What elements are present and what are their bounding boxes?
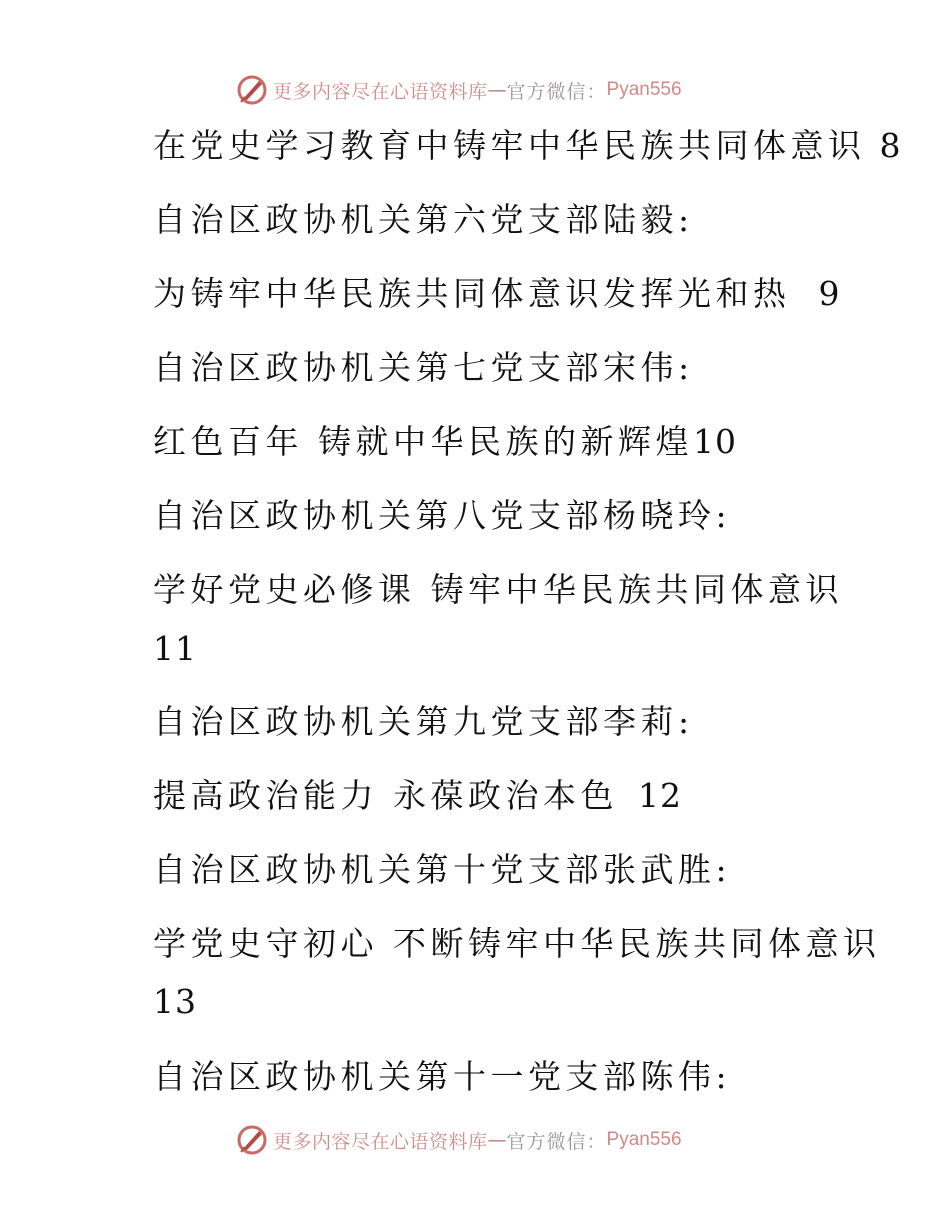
watermark-wechat-label: 官方微信： bbox=[506, 1130, 607, 1153]
toc-entry-page-wrapped bbox=[153, 627, 197, 671]
toc-author-label: 自治区政协机关第九党支部李莉: bbox=[153, 702, 694, 741]
footer-watermark bbox=[235, 1122, 682, 1158]
toc-entry-title: 学好党史必修课 铸牢中华民族共同体意识 bbox=[153, 570, 843, 609]
toc-author-label: 自治区政协机关第七党支部宋伟: bbox=[153, 348, 694, 387]
toc-entry bbox=[153, 774, 682, 818]
watermark-dash: — bbox=[487, 1129, 507, 1151]
watermark-text: 更多内容尽在心语资料库 bbox=[273, 1130, 488, 1153]
toc-entry bbox=[153, 922, 881, 966]
toc-author-label: 自治区政协机关第八党支部杨晓玲: bbox=[153, 496, 732, 535]
watermark-dash: — bbox=[487, 79, 507, 101]
toc-entry-page: 12 bbox=[638, 776, 682, 815]
toc-entry bbox=[153, 568, 843, 612]
quill-logo-icon bbox=[235, 73, 269, 107]
toc-author bbox=[153, 494, 731, 538]
toc-entry-title: 为铸牢中华民族共同体意识发挥光和热 bbox=[153, 274, 791, 313]
toc-entry-page: 9 bbox=[818, 274, 841, 313]
quill-logo-icon bbox=[235, 1123, 269, 1157]
toc-author-label: 自治区政协机关第六党支部陆毅: bbox=[153, 200, 694, 239]
toc-entry-title: 红色百年 铸就中华民族的新辉煌 bbox=[153, 422, 693, 461]
toc-entry-title: 学党史守初心 不断铸牢中华民族共同体意识 bbox=[153, 924, 881, 963]
toc-entry bbox=[153, 272, 841, 316]
toc-author bbox=[153, 198, 694, 242]
toc-author bbox=[153, 700, 694, 744]
toc-entry-page: 8 bbox=[879, 126, 902, 165]
watermark-wechat-label: 官方微信： bbox=[506, 80, 607, 103]
toc-author bbox=[153, 346, 694, 390]
toc-entry-title: 提高政治能力 永葆政治本色 bbox=[153, 776, 618, 815]
toc-entry bbox=[153, 420, 737, 464]
watermark-text: 更多内容尽在心语资料库 bbox=[273, 80, 488, 103]
toc-author-label: 自治区政协机关第十一党支部陈伟: bbox=[153, 1057, 732, 1096]
toc-author-label: 自治区政协机关第十党支部张武胜: bbox=[153, 850, 732, 889]
toc-entry-page-wrapped bbox=[153, 980, 197, 1024]
toc-entry-page: 11 bbox=[153, 629, 197, 668]
toc-entry-title: 在党史学习教育中铸牢中华民族共同体意识 bbox=[153, 126, 866, 165]
watermark-wechat-id: Pyan556 bbox=[606, 79, 682, 100]
toc-entry bbox=[153, 124, 902, 168]
watermark-wechat-id: Pyan556 bbox=[606, 1129, 682, 1150]
toc-entry-page: 13 bbox=[153, 982, 197, 1021]
toc-author bbox=[153, 1055, 731, 1099]
header-watermark bbox=[235, 72, 682, 108]
toc-author bbox=[153, 848, 731, 892]
toc-entry-page: 10 bbox=[693, 422, 737, 461]
